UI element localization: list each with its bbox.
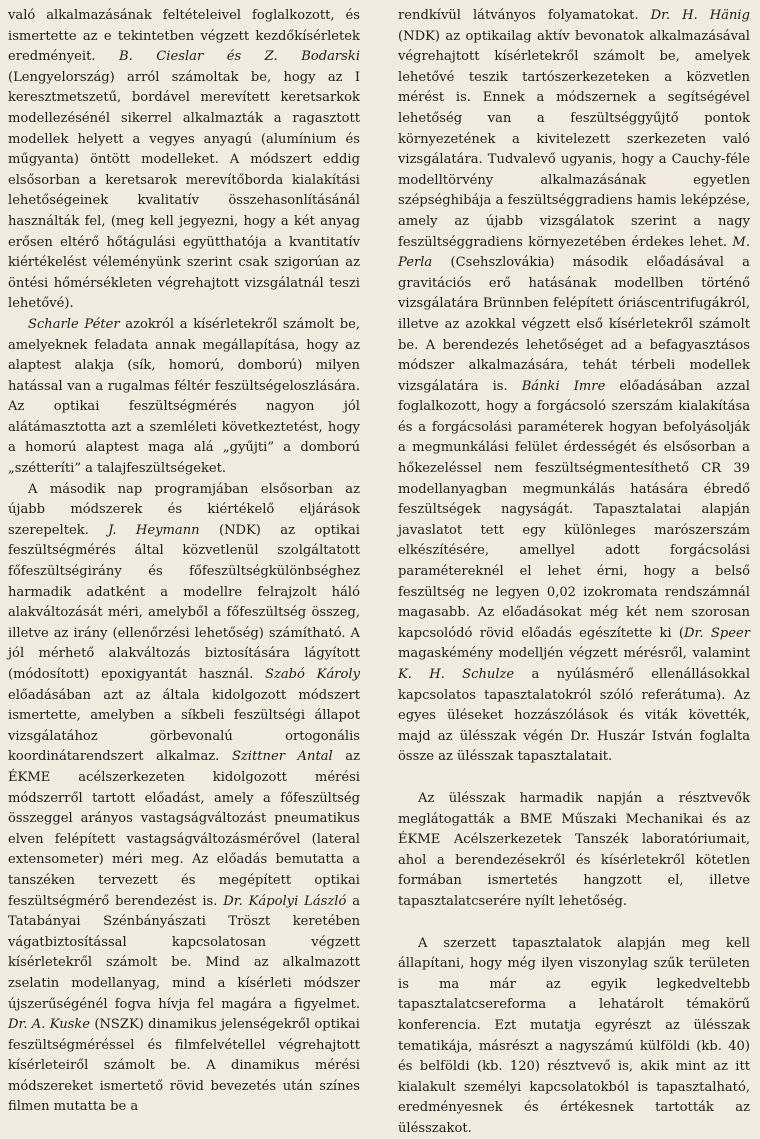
author-name: Dr. Kápolyi László: [223, 893, 347, 909]
paragraph: [8, 480, 360, 1118]
paragraph: [398, 934, 750, 1139]
text-run: a Tatabányai Szénbányászati Tröszt keretében vágatbiztosítással kapcsolatosan végzett kísérletekről számolt be. Mind az alkalmazott zselatin modellanyag, mind a kísérleti módszer újszerűségénél fogva hívja fel magára a figyelmet.: [8, 893, 361, 1012]
paragraph: [398, 789, 750, 913]
paragraph: [8, 6, 360, 315]
author-name: K. H. Schulze: [398, 667, 515, 682]
author-name: B. Cieslar és Z. Bodarski: [119, 49, 361, 65]
text-run: A szerzett tapasztalatok alapján meg kell állapítani, hogy még ilyen viszonylag szűk területen is ma már az egyik legkedveltebb tapasztalatcsereforma a lehatárolt témakörű konferencia. Ezt mutatja egyrészt az ülésszak tematikája, másrészt a nagyszámú külföldi (kb. 40) és belföldi (kb. 120) résztvevő is, akik mint az itt kialakult személyi kapcsolatokból is tapasztalható, eredményesnek és értékesnek tartották az ülésszakot.: [398, 935, 750, 1136]
author-name: Szabó Károly: [264, 667, 360, 682]
author-name: Dr. Speer: [684, 625, 750, 641]
author-name: Bánki Imre: [521, 378, 606, 394]
text-run: rendkívül látványos folyamatokat.: [398, 8, 651, 23]
text-run: azokról a kísérletekről számolt be, amelyeknek feladata annak megállapítása, hogy az alaptest alakja (sík, homorú, domború) milyen hatással van a rugalmas féltér feszültségeloszlására. Az optikai feszültségmérés nagyon jól alátámasztotta azt a szemléleti következtetést, hogy a homorú alaptest maga alá „gyűjti” a domború „szétteríti” a talajfeszültségeket.: [8, 316, 360, 477]
text-run: (Csehszlovákia) második előadásával a gravitációs erő hatásának modellben történő vizsgálatára Brünnben felépített óriáscentrifugákról, illetve az azokkal végzett első kísérletekről számolt be. A berendezés lehetőséget ad a befagyasztásos módszer alkalmazására, tehát térbeli modellek vizsgálatára is.: [398, 255, 750, 394]
left-column: [8, 6, 360, 1118]
paragraph: [398, 6, 750, 768]
text-run: (NDK) az optikailag aktív bevonatok alkalmazásával végrehajtott kísérletekről számolt be, amelyek lehetővé teszik tartószerkezeteken a közvetlen mérést is. Ennek a módszernek a segítségével lehetőség van a feszültséggyűjtő pontok környezetének a kivitelezett szerkezeten való vizsgálatára. Tudvalevő ugyanis, hogy a Cauchy-féle modelltörvény alkalmazásának egyetlen szépséghibája a feszültséggradiens hamis leképzése, amely az újabb vizsgálatok szerint a nagy feszültséggradiens környezetében érdekes lehet.: [398, 28, 750, 250]
author-name: Dr. A. Kuske: [8, 1017, 91, 1033]
text-run: való alkalmazásának feltételeivel foglalkozott, és ismertette az e tekintetben végzett kezdőkísérletek eredményeit.: [8, 8, 360, 65]
author-name: Scharle Péter: [28, 316, 120, 332]
text-run: előadásában azzal foglalkozott, hogy a forgácsoló szerszám kialakítása és a forgácsolási paraméterek hogyan befolyásolják a megmunkálási felület érdességét és elsősorban a hőkezeléssel nem feszültségmentesíthető CR 39 modellanyagban megmunkálás hatására ébredő feszültségek nagyságát. Tapasztalatai alapján javaslatot tett egy különleges marószerszám elkészítésére, amellyel adott forgácsolási paramétereknél el lehet érni, hogy a belső feszültség ne legyen 0,02 izokromata rendszámnál magasabb. Az előadásokat még két nem szorosan kapcsolódó rövid előadás egészítette ki (: [398, 378, 750, 641]
text-run: Az ülésszak harmadik napján a résztvevők meglátogatták a BME Műszaki Mechanikai és az ÉKME Acélszerkezetek Tanszék laboratóriumait, ahol a berendezésekről és kísérletekről kötetlen formában ismertetés hangzott el, illetve tapasztalatcserére nyílt lehetőség.: [398, 790, 750, 909]
text-run: (NDK) az optikai feszültségmérés által közvetlenül szolgáltatott főfeszültségirány és főfeszültségkülönbséghez harmadik adatként a modellre felrajzolt háló alakváltozását méri, amelyből a főfeszültség összeg, illetve az irány (ellenőrzési lehetőség) számítható. A jól mérhető alakváltozás biztosítására lágyított (módosított) epoxigyantát használ.: [8, 522, 360, 682]
text-run: (Lengyelország) arról számoltak be, hogy az I keresztmetszetű, bordável merevített keretsarkok modellezésénél sikerrel alkalmazták a ragasztott modellek helyett a vegyes anyagú (alumínium és műgyanta) öntött modelleket. A módszert eddig elsősorban a keretsarok merevítőborda kialakítási lehetőségeinek kvalitatív összehasonlításánál használták fel, (meg kell jegyezni, hogy a két anyag erősen eltérő hőtágulási együtthatója a kvantitatív kiértékelést véleményünk szerint csak szigorúan az öntési hőmérsékleten végrehajtott vizsgálatnál teszi lehetővé).: [8, 69, 360, 312]
author-name: Dr. H. Hänig: [650, 8, 750, 23]
text-run: (NSZK) dinamikus jelenségekről optikai feszültségméréssel és filmfelvétellel végrehajtott kísérleteiről számolt be. A dinamikus mérési módszereket ismertető rövid bevezetés után színes filmen mutatta be a: [8, 1017, 360, 1115]
text-run: előadásában azt az általa kidolgozott módszert ismertette, amelyben a síkbeli feszültségi állapot vizsgálatához görbevonalú ortogonális koordinátarendszert alkalmaz.: [8, 687, 360, 765]
author-name: J. Heymann: [108, 522, 200, 538]
right-column: [398, 6, 750, 1139]
text-run: a nyúlásmérő ellenállásokkal kapcsolatos tapasztalatokról szóló referátuma). Az egyes üléseket hozzászólások és viták követték, majd az ülésszak végén Dr. Huszár István foglalta össze az ülésszak tapasztalatait.: [398, 667, 751, 765]
author-name: M. Perla: [398, 234, 750, 271]
text-run: az ÉKME acélszerkezeten kidolgozott mérési módszerről tartott előadást, amely a főfeszültség összeggel arányos vastagságváltozást pneumatikus elven felépített vastagságváltozásmérővel (lateral extensometer) méri meg. Az előadás bemutatta a tanszéken tervezett és megépített optikai feszültségmérő berendezést is.: [8, 749, 360, 909]
text-run: magaskémény modelljén végzett mérésről, valamint: [398, 646, 750, 662]
text-run: A második nap programjában elsősorban az újabb módszerek és kiértékelő eljárások szerepeltek.: [8, 481, 360, 538]
author-name: Szittner Antal: [231, 749, 333, 765]
paragraph: [8, 315, 360, 480]
